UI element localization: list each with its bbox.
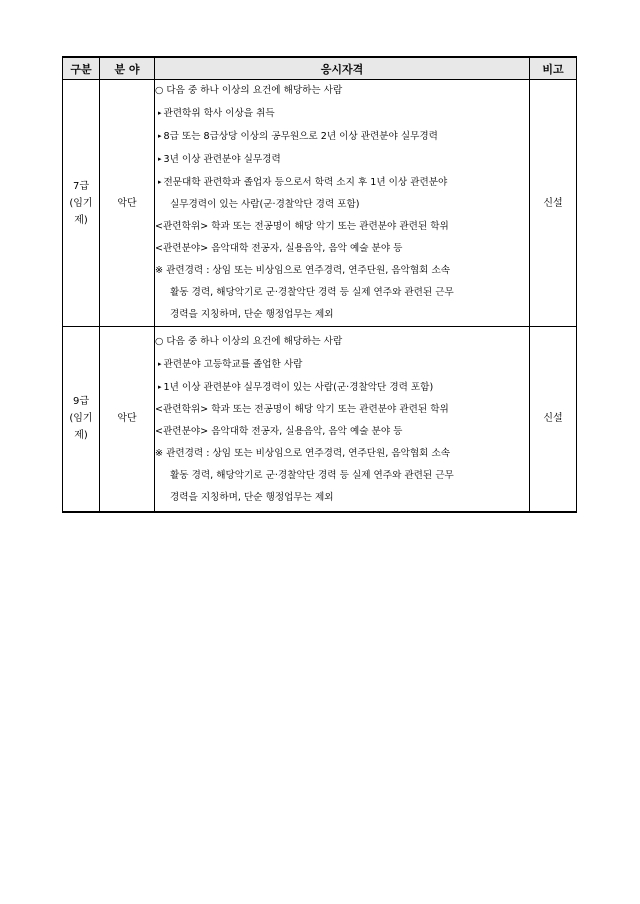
grade-type: (임기제) xyxy=(69,197,93,226)
qualification-line xyxy=(155,487,529,509)
circle-bullet-icon: ○ xyxy=(155,336,164,347)
qualification-text: <관련학위> 학과 또는 전공명이 해당 악기 또는 관련분야 관련된 학위 xyxy=(155,221,449,232)
qualification-line xyxy=(155,125,529,148)
remarks-cell: 신설 xyxy=(530,80,577,327)
qualification-text: 1년 이상 관련분야 실무경력이 있는 사람(군·경찰악단 경력 포함) xyxy=(163,382,434,393)
grade-cell xyxy=(63,327,100,512)
qualification-cell xyxy=(155,327,530,512)
qualification-text: 8급 또는 8급상당 이상의 공무원으로 2년 이상 관련분야 실무경력 xyxy=(163,131,438,142)
table-row xyxy=(63,327,577,512)
qualification-table xyxy=(62,56,577,513)
qualification-text: 관련분야 고등학교를 졸업한 사람 xyxy=(163,359,303,370)
qualification-text: <관련분야> 음악대학 전공자, 실용음악, 음악 예술 분야 등 xyxy=(155,243,403,254)
qualification-text: 활동 경력, 해당악기로 군·경찰악단 경력 등 실제 연주와 관련된 근무 xyxy=(170,470,454,481)
grade-cell xyxy=(63,80,100,327)
qualification-line xyxy=(155,443,529,465)
qualification-line xyxy=(155,171,529,194)
qualification-text: 3년 이상 관련분야 실무경력 xyxy=(163,154,281,165)
header-qualification: 응시자격 xyxy=(155,57,530,80)
table-row xyxy=(63,80,577,327)
grade-label: 9급 xyxy=(72,396,90,408)
qualification-line xyxy=(155,238,529,260)
qualification-text: 전문대학 관련학과 졸업자 등으로서 학력 소지 후 1년 이상 관련분야 xyxy=(163,177,448,188)
qualification-text: 실무경력이 있는 사람(군·경찰악단 경력 포함) xyxy=(170,199,360,210)
header-remarks: 비고 xyxy=(530,57,577,80)
qualification-line xyxy=(155,102,529,125)
qualification-line xyxy=(155,331,529,353)
qualification-text: <관련학위> 학과 또는 전공명이 해당 악기 또는 관련분야 관련된 학위 xyxy=(155,404,449,415)
qualification-text: 경력을 지칭하며, 단순 행정업무는 제외 xyxy=(170,492,334,503)
triangle-bullet-icon: ▸ xyxy=(158,109,162,117)
qualification-text: 경력을 지칭하며, 단순 행정업무는 제외 xyxy=(170,309,334,320)
remarks-cell: 신설 xyxy=(530,327,577,512)
header-field: 분 야 xyxy=(100,57,155,80)
triangle-bullet-icon: ▸ xyxy=(158,383,162,391)
qualification-text: 다음 중 하나 이상의 요건에 해당하는 사람 xyxy=(166,85,343,96)
field-cell: 악단 xyxy=(100,327,155,512)
qualification-line xyxy=(155,282,529,304)
qualification-line xyxy=(155,376,529,399)
qualification-line xyxy=(155,260,529,282)
qualification-line xyxy=(155,304,529,326)
qualification-line xyxy=(155,353,529,376)
triangle-bullet-icon: ▸ xyxy=(158,132,162,140)
qualification-text: ※ 관련경력 : 상임 또는 비상임으로 연주경력, 연주단원, 음악협회 소속 xyxy=(155,448,451,459)
qualification-line xyxy=(155,216,529,238)
triangle-bullet-icon: ▸ xyxy=(158,178,162,186)
qualification-line xyxy=(155,465,529,487)
qualification-text: 활동 경력, 해당악기로 군·경찰악단 경력 등 실제 연주와 관련된 근무 xyxy=(170,287,454,298)
qualification-text: <관련분야> 음악대학 전공자, 실용음악, 음악 예술 분야 등 xyxy=(155,426,403,437)
grade-label: 7급 xyxy=(72,180,90,192)
qualification-line xyxy=(155,399,529,421)
circle-bullet-icon: ○ xyxy=(155,85,164,96)
qualification-cell xyxy=(155,80,530,327)
qualification-line xyxy=(155,148,529,171)
qualification-line xyxy=(155,194,529,216)
qualification-line xyxy=(155,421,529,443)
qualification-text: ※ 관련경력 : 상임 또는 비상임으로 연주경력, 연주단원, 음악협회 소속 xyxy=(155,265,451,276)
qualification-text: 다음 중 하나 이상의 요건에 해당하는 사람 xyxy=(166,336,343,347)
header-category: 구분 xyxy=(63,57,100,80)
triangle-bullet-icon: ▸ xyxy=(158,155,162,163)
triangle-bullet-icon: ▸ xyxy=(158,360,162,368)
qualification-line xyxy=(155,80,529,102)
qualification-text: 관련학위 학사 이상을 취득 xyxy=(163,108,275,119)
field-cell: 악단 xyxy=(100,80,155,327)
header-row xyxy=(63,57,577,80)
grade-type: (임기제) xyxy=(69,413,93,442)
